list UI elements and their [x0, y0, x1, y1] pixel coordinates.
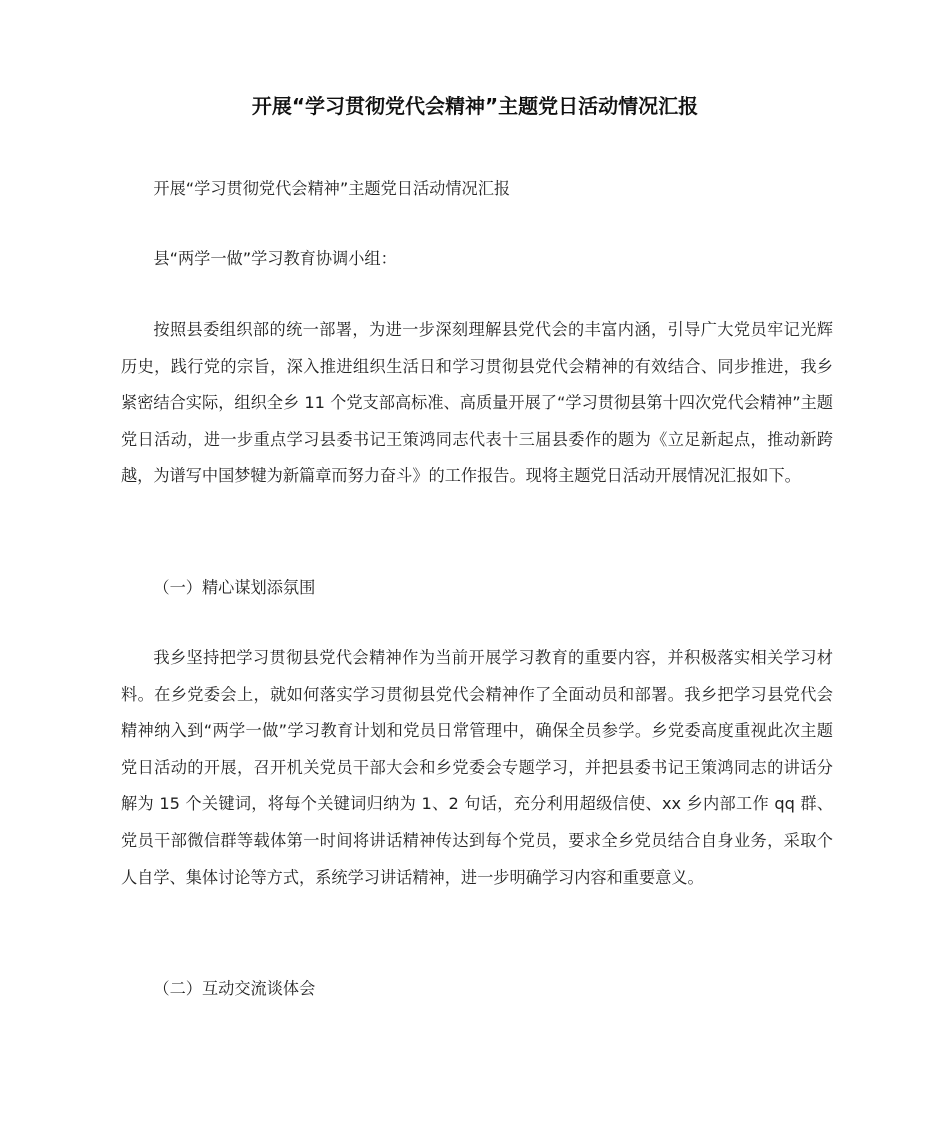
intro-paragraph: 按照县委组织部的统一部署，为进一步深刻理解县党代会的丰富内涵，引导广大党员牢记光辉历史，践行党的宗旨，深入推进组织生活日和学习贯彻县党代会精神的有效结合、同步推进，我乡紧密结合实际，组织全乡 11 个党支部高标准、高质量开展了“学习贯彻县第十四次党代会精神”主题党日活动，进一步重点学习县委书记王策鸿同志代表十三届县委作的题为《立足新起点，推动新跨越，为谱写中国梦犍为新篇章而努力奋斗》的工作报告。现将主题党日活动开展情况汇报如下。: [121, 320, 833, 486]
addressee-line: 县“两学一做”学习教育协调小组：: [153, 249, 397, 268]
document-subtitle: 开展“学习贯彻党代会精神”主题党日活动情况汇报: [153, 179, 511, 198]
section-2-heading: （二）互动交流谈体会: [153, 979, 316, 998]
document-title: 开展“学习贯彻党代会精神”主题党日活动情况汇报: [251, 94, 699, 118]
section-1-heading: （一）精心谋划添氛围: [153, 578, 316, 597]
section-1-paragraph: 我乡坚持把学习贯彻县党代会精神作为当前开展学习教育的重要内容，并积极落实相关学习材料。在乡党委会上，就如何落实学习贯彻县党代会精神作了全面动员和部署。我乡把学习县党代会精神纳入到“两学一做”学习教育计划和党员日常管理中，确保全员参学。乡党委高度重视此次主题党日活动的开展，召开机关党员干部大会和乡党委会专题学习，并把县委书记王策鸿同志的讲话分解为 15 个关键词，将每个关键词归纳为 1、2 句话，充分利用超级信使、xx 乡内部工作 qq 群、党员干部微信群等载体第一时间将讲话精神传达到每个党员，要求全乡党员结合自身业务，采取个人自学、集体讨论等方式，系统学习讲话精神，进一步明确学习内容和重要意义。: [121, 648, 834, 887]
